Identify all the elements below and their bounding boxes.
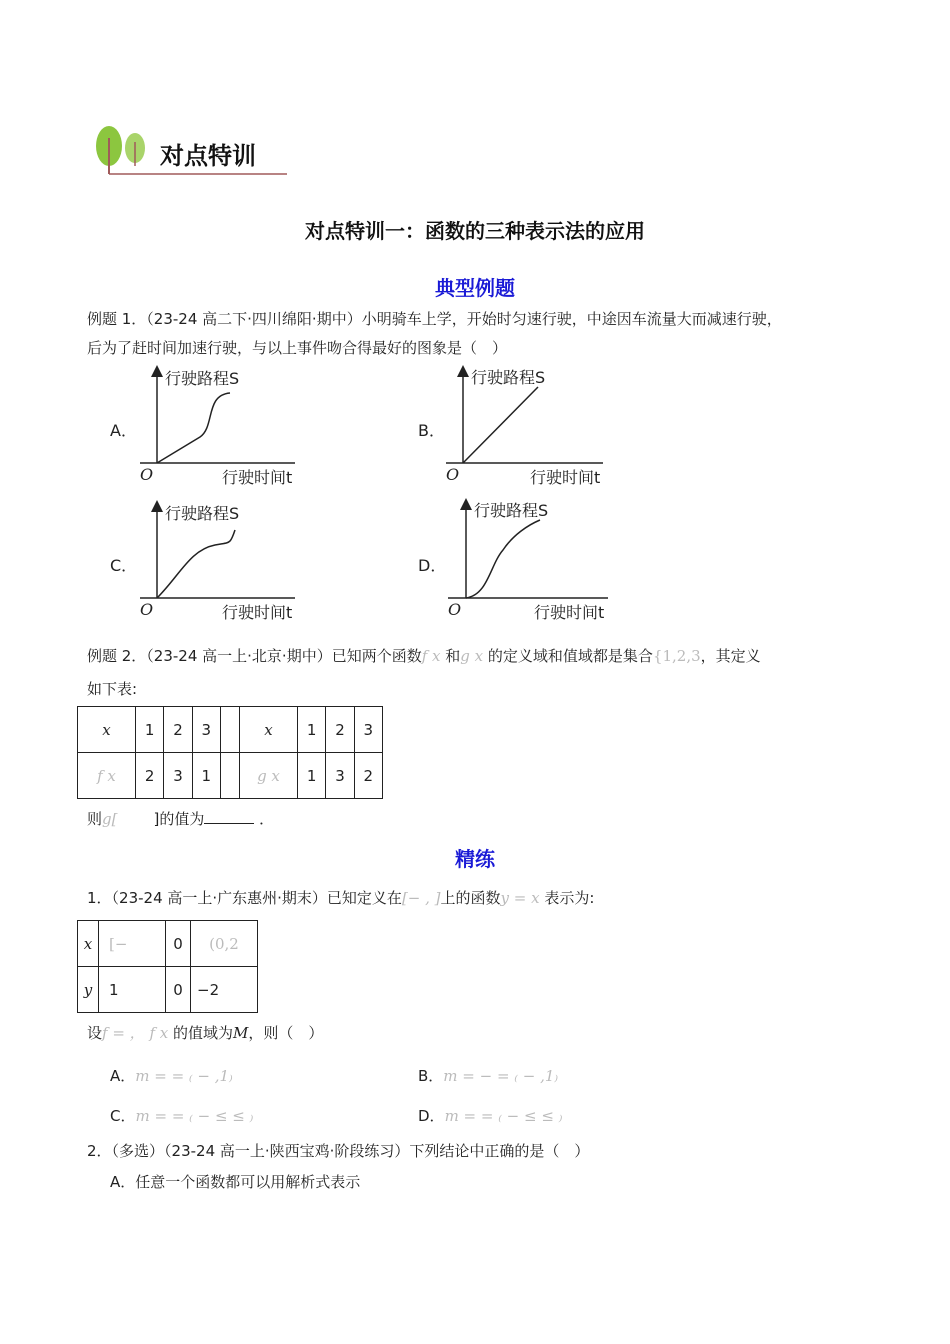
option-expr: m = = ₍ − ,1₎ — [135, 1067, 233, 1085]
cell: 1 — [297, 753, 325, 799]
math-f: f = ， f x — [102, 1024, 169, 1042]
cell: x — [78, 707, 136, 753]
option-letter: B． — [418, 1067, 444, 1085]
function-table — [77, 706, 383, 799]
text: 的定义域和值域都是集合 — [487, 647, 653, 665]
text: ． — [259, 810, 275, 828]
cell: 3 — [354, 707, 382, 753]
curve — [466, 520, 540, 598]
cell: 2 — [354, 753, 382, 799]
example1-line2: 后为了赶时间加速行驶，与以上事件吻合得最好的图象是（ ） — [87, 339, 508, 357]
x-axis-label: 行驶时间t — [530, 468, 601, 487]
math-set: {1,2,3 — [652, 647, 701, 665]
curve — [157, 393, 230, 463]
cell: 3 — [326, 753, 354, 799]
cell: 2 — [136, 753, 164, 799]
y-axis-label: 行驶路程S — [471, 368, 546, 387]
q1-option-d[interactable] — [418, 1105, 562, 1126]
text: 1．（23-24 高一上·广东惠州·期末）已知定义在 — [87, 889, 402, 907]
curve — [463, 387, 538, 463]
cell: 2 — [326, 707, 354, 753]
q2-line1: 2．（多选）（23-24 高一上·陕西宝鸡·阶段练习）下列结论中正确的是（ ） — [87, 1142, 590, 1160]
cell: 1 — [192, 753, 220, 799]
option-letter: D． — [418, 1107, 445, 1125]
cell: 0 — [166, 967, 191, 1013]
cell: x — [78, 921, 99, 967]
spacer-cell — [220, 707, 239, 753]
example2-line2: 如下表: — [87, 680, 138, 698]
option-letter: D． — [418, 556, 447, 575]
text: 例题 2．（23-24 高一上·北京·期中）已知两个函数 — [87, 647, 422, 665]
y-axis-label: 行驶路程S — [165, 369, 240, 388]
q1-table — [77, 920, 258, 1013]
cell: g x — [239, 753, 297, 799]
text: ，则（ ） — [248, 1024, 324, 1042]
option-letter: B． — [418, 421, 445, 440]
q2-option-a[interactable]: A．任意一个函数都可以用解析式表示 — [110, 1173, 361, 1191]
section-heading-examples: 典型例题 — [435, 276, 515, 300]
graph-a[interactable] — [110, 369, 295, 487]
option-letter: C． — [110, 1107, 136, 1125]
x-axis-label: 行驶时间t — [222, 468, 293, 487]
banner — [92, 118, 292, 182]
option-expr: m = = ₍ − ≤ ≤ ₎ — [135, 1107, 254, 1125]
cell: f x — [78, 753, 136, 799]
cell: 3 — [192, 707, 220, 753]
q1-option-c[interactable] — [110, 1105, 253, 1126]
origin-label: O — [140, 465, 154, 484]
section-heading-practice: 精练 — [455, 847, 495, 871]
math-g: g[ — [102, 810, 118, 828]
math-fx: f x — [421, 647, 441, 665]
y-axis-label: 行驶路程S — [165, 504, 240, 523]
q1-option-a[interactable] — [110, 1065, 233, 1086]
answer-blank[interactable] — [204, 823, 254, 824]
spacer-cell — [220, 753, 239, 799]
graph-d[interactable] — [418, 501, 608, 622]
y-axis-label: 行驶路程S — [474, 501, 549, 520]
cell: 1 — [99, 967, 166, 1013]
cell: (0,2 — [191, 921, 258, 967]
graphs-area — [100, 365, 850, 635]
cell: y — [78, 967, 99, 1013]
x-axis-label: 行驶时间t — [534, 603, 605, 622]
q1-option-b[interactable] — [418, 1065, 558, 1086]
math-interval: [− , ] — [401, 889, 441, 907]
option-expr: m = = ₍ − ≤ ≤ ₎ — [444, 1107, 563, 1125]
cell: −2 — [191, 967, 258, 1013]
text: ]的值为 — [153, 810, 205, 828]
text: ，其定义 — [700, 647, 761, 665]
origin-label: O — [140, 600, 154, 619]
x-axis-label: 行驶时间t — [222, 603, 293, 622]
text: 的值域为 — [173, 1024, 234, 1042]
text: 则 — [87, 810, 103, 828]
math-M: M — [233, 1024, 249, 1042]
math-gx: g x — [460, 647, 484, 665]
text: 设 — [87, 1024, 103, 1042]
origin-label: O — [446, 465, 460, 484]
graph-b[interactable] — [418, 368, 603, 487]
origin-label: O — [448, 600, 462, 619]
banner-label: 对点特训 — [160, 142, 256, 170]
text: 表示为: — [544, 889, 595, 907]
cell: 1 — [136, 707, 164, 753]
cell: 2 — [164, 707, 192, 753]
text: 上的函数 — [440, 889, 501, 907]
cell: 0 — [166, 921, 191, 967]
option-letter: A． — [110, 421, 137, 440]
example2-question — [87, 808, 274, 829]
q1-line1 — [87, 887, 594, 908]
cell: [− — [99, 921, 166, 967]
option-expr: m = − = ₍ − ,1₎ — [443, 1067, 559, 1085]
page-title: 对点特训一：函数的三种表示法的应用 — [305, 219, 645, 243]
option-letter: A． — [110, 1067, 136, 1085]
cell: 3 — [164, 753, 192, 799]
text: 和 — [445, 647, 461, 665]
example2-line1 — [87, 645, 761, 666]
math-y: y = x — [500, 889, 540, 907]
cell: 1 — [297, 707, 325, 753]
option-letter: C． — [110, 556, 138, 575]
curve — [157, 530, 235, 598]
q1-line2 — [87, 1022, 323, 1043]
cell: x — [239, 707, 297, 753]
example1-line1: 例题 1．（23-24 高二下·四川绵阳·期中）小明骑车上学，开始时匀速行驶，中途因车流量大而减速行驶， — [87, 310, 782, 328]
graph-c[interactable] — [110, 504, 295, 622]
